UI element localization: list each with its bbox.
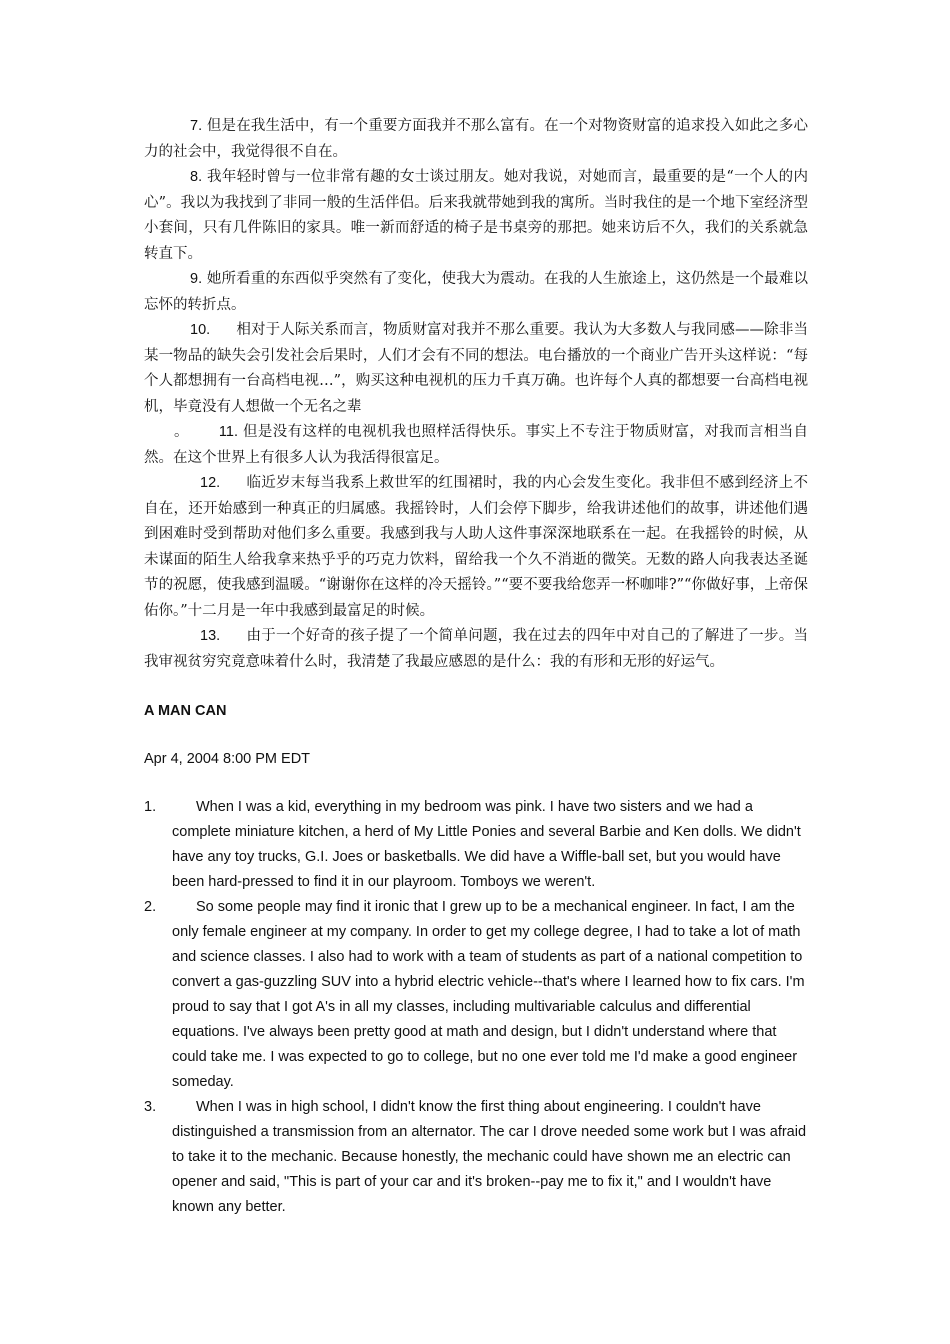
paragraph-11 [144, 420, 808, 471]
paragraph-7 [144, 114, 808, 165]
paragraph-text: 她所看重的东西似乎突然有了变化，使我大为震动。在我的人生旅途上，这仍然是一个最难以忘怀的转折点。 [144, 271, 809, 313]
document-page [144, 114, 808, 1220]
paragraph-text: 但是没有这样的电视机我也照样活得快乐。事实上不专注于物质财富，对我而言相当自然。在这个世界上有很多人认为我活得很富足。 [144, 424, 809, 466]
paragraph-number: 7. [190, 118, 203, 134]
paragraph-number: 9. [190, 271, 203, 287]
list-item-number: 2. [144, 899, 157, 915]
list-item [144, 1095, 808, 1220]
list-item-text: When I was in high school, I didn't know the first thing about engineering. I couldn't have distinguished a transmission from an alternator. The car I drove needed some work but I was afraid to take it to the mechanic. Because honestly, the mechanic could have shown me an electric can opener and said, "This is part of your car and it's broken--pay me to fix it," and I wouldn't have known any better. [172, 1099, 807, 1215]
paragraph-12 [144, 471, 808, 624]
paragraph-prefix: 。 [174, 424, 189, 440]
paragraph-text: 我年轻时曾与一位非常有趣的女士谈过朋友。她对我说，对她而言，最重要的是“一个人的内心”。我以为我找到了非同一般的生活伴侣。后来我就带她到我的寓所。当时我住的是一个地下室经济型小套间，只有几件陈旧的家具。唯一新而舒适的椅子是书桌旁的那把。她来访后不久，我们的关系就急转直下。 [144, 169, 808, 262]
paragraph-number: 11. [218, 424, 238, 440]
list-item-number: 3. [144, 1099, 157, 1115]
paragraph-8 [144, 165, 808, 267]
paragraph-text: 临近岁末每当我系上救世军的红围裙时，我的内心会发生变化。我非但不感到经济上不自在，还开始感到一种真正的归属感。我摇铃时，人们会停下脚步，给我讲述他们的故事，讲述他们遇到困难时受到帮助对他们多么重要。我感到我与人助人这件事深深地联系在一起。在我摇铃的时候，从未谋面的陌生人给我拿来热乎乎的巧克力饮料，留给我一个久不消逝的微笑。无数的路人向我表达圣诞节的祝愿，使我感到温暖。“谢谢你在这样的冷天摇铃。”“要不要我给您弄一杯咖啡?”“你做好事，上帝保佑你。”十二月是一年中我感到最富足的时候。 [144, 475, 808, 619]
paragraph-number: 10. [190, 322, 211, 338]
article-list [144, 795, 808, 1220]
list-item-number: 1. [144, 799, 157, 815]
paragraph-9 [144, 267, 808, 318]
paragraph-number: 13. [200, 628, 221, 644]
list-item-text: So some people may find it ironic that I grew up to be a mechanical engineer. In fact, I am the only female engineer at my company. In order to get my college degree, I had to take a lot of math and science classes. I also had to work with a team of students as part of a national competition to convert a gas-guzzling SUV into a hybrid electric vehicle--that's where I learned how to fix cars. I'm proud to say that I got A's in all my classes, including multivariable calculus and differential equations. I've always been pretty good at math and design, but I didn't understand where that could take me. I was expected to go to college, but no one ever told me I'd make a good engineer someday. [172, 899, 805, 1090]
paragraph-number: 12. [200, 475, 221, 491]
article-title: A MAN CAN [144, 703, 227, 719]
paragraph-number: 8. [190, 169, 203, 185]
paragraph-13 [144, 624, 808, 675]
paragraph-text: 相对于人际关系而言，物质财富对我并不那么重要。我认为大多数人与我同感——除非当某一物品的缺失会引发社会后果时，人们才会有不同的想法。电台播放的一个商业广告开头这样说：“每个人都想拥有一台高档电视…”，购买这种电视机的压力千真万确。也许每个人真的都想要一台高档电视机，毕竟没有人想做一个无名之辈 [144, 322, 808, 415]
list-item [144, 895, 808, 1095]
paragraph-10 [144, 318, 808, 420]
paragraph-text: 但是在我生活中，有一个重要方面我并不那么富有。在一个对物资财富的追求投入如此之多心力的社会中，我觉得很不自在。 [144, 118, 809, 160]
list-item-text: When I was a kid, everything in my bedroom was pink. I have two sisters and we had a complete miniature kitchen, a herd of My Little Ponies and several Barbie and Ken dolls. We didn't have any toy trucks, G.I. Joes or basketballs. We did have a Wiffle-ball set, but you would have been hard-pressed to find it in our playroom. Tomboys we weren't. [172, 799, 801, 890]
article-date: Apr 4, 2004 8:00 PM EDT [144, 751, 311, 767]
paragraph-text: 由于一个好奇的孩子提了一个简单问题，我在过去的四年中对自己的了解进了一步。当我审视贫穷究竟意味着什么时，我清楚了我最应感恩的是什么：我的有形和无形的好运气。 [144, 628, 808, 670]
list-item [144, 795, 808, 895]
